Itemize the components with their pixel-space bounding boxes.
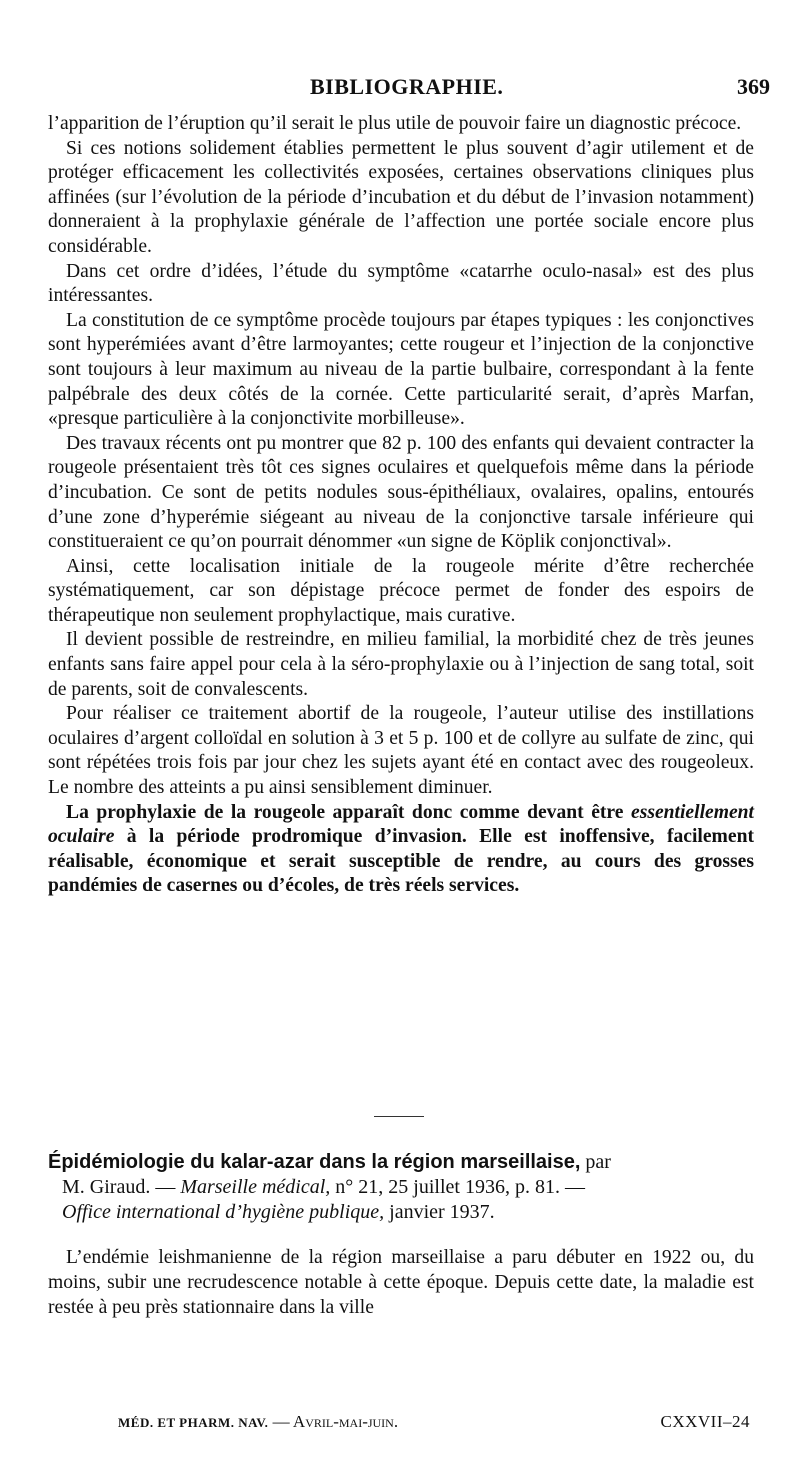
paragraph: Ainsi, cette localisation initiale de la rougeole mérite d’être recherchée systématiquement, car son dépistage précoce permet de fonder des espoirs de thérapeutique non seulement prophylactique, mais curative. <box>48 555 754 626</box>
paragraph: L’endémie leishmanienne de la région marseillaise a paru débuter en 1922 ou, du moins, subir une recrudescence notable à cette époque. Depuis cette date, la maladie est restée à peu près stationnaire dans la ville <box>48 1247 754 1318</box>
paragraph: La constitution de ce symptôme procède toujours par étapes typiques : les conjonctives sont hyperémiées avant d’être larmoyantes; cette rougeur et l’injection de la conjonctive sont toujours à leur maximum au niveau de la partie bulbaire, correspondant à la fente palpébrale des deux côtés de la cornée. Cette particularité serait, d’après Marfan, «presque particulière à la conjonctivite morbilleuse». <box>48 309 754 430</box>
concluding-paragraph <box>48 801 754 899</box>
review-source-date: janvier 1937. <box>384 1201 495 1223</box>
footer-signature: CXXVII–24 <box>660 1412 750 1431</box>
footer-journal-name: MÉD. ET PHARM. NAV. <box>118 1415 269 1430</box>
emphasis-text: essentiellement oculaire <box>48 801 754 848</box>
page-footer <box>118 1412 758 1440</box>
review-title-suffix: par <box>580 1151 611 1173</box>
review-source: Office international d’hygiène publique, <box>62 1201 385 1223</box>
review-heading <box>48 1150 754 1225</box>
review-text <box>48 1245 754 1320</box>
paragraph: Il devient possible de restreindre, en milieu familial, la morbidité chez de très jeunes enfants sans faire appel pour cela à la séro-prophylaxie ou à l’injection de sang total, soit de parents, soit de convalescents. <box>48 629 754 700</box>
review-author: M. Giraud. <box>62 1176 151 1198</box>
footer-journal <box>118 1412 398 1432</box>
paragraph: Si ces notions solidement établies permettent le plus souvent d’agir utilement et de protéger efficacement les collectivités exposées, certaines observations cliniques plus affinées (sur l’évolution de la période d’incubation et du début de l’invasion notamment) donneraient à la prophylaxie générale de l’affection une portée sociale encore plus considérable. <box>48 137 754 257</box>
dash: — <box>150 1176 181 1198</box>
review-title: Épidémiologie du kalar-azar dans la région marseillaise, <box>48 1151 581 1173</box>
paragraph: l’apparition de l’éruption qu’il serait le plus utile de pouvoir faire un diagnostic précoce. <box>48 113 742 134</box>
review-journal: Marseille médical, <box>180 1176 331 1198</box>
running-title: BIBLIOGRAPHIE. <box>310 74 504 99</box>
footer-issue: — Avril-mai-juin. <box>268 1412 399 1431</box>
section-divider <box>374 1116 424 1117</box>
paragraph: Pour réaliser ce traitement abortif de la rougeole, l’auteur utilise des instillations oculaires d’argent colloïdal en solution à 3 et 5 p. 100 et de collyre au sulfate de zinc, qui sont répétées trois fois par jour chez les sujets ayant été en contact avec des rougeoleux. Le nombre des atteints a pu ainsi sensiblement diminuer. <box>48 703 754 799</box>
paragraph: Dans cet ordre d’idées, l’étude du symptôme «catarrhe oculo-nasal» est des plus intéressantes. <box>48 260 754 307</box>
concluding-text-end: à la période prodromique d’invasion. Elle est inoffensive, facilement réalisable, économique et serait susceptible de rendre, au cours des grosses pandémies de casernes ou d’écoles, de très réels services. <box>48 826 754 897</box>
review-source-line <box>48 1200 754 1225</box>
concluding-text: La prophylaxie de la rougeole apparaît donc comme devant être <box>66 801 631 823</box>
paragraph: Des travaux récents ont pu montrer que 82 p. 100 des enfants qui devaient contracter la rougeole présentaient très tôt ces signes oculaires et quelquefois même dans la période d’incubation. Ce sont de petits nodules sous-épithéliaux, ovalaires, opalins, entourés d’une zone d’hyperémie siégeant au niveau de la conjonctive tarsale inférieure qui constitueraient ce qu’on pourrait dénommer «un signe de Köplik conjonctival». <box>48 432 754 553</box>
page-header <box>48 70 770 104</box>
review-body <box>48 112 754 899</box>
review-title-line <box>48 1150 754 1175</box>
page-number: 369 <box>737 74 770 99</box>
review-citation-line <box>48 1175 754 1200</box>
review-citation: n° 21, 25 juillet 1936, p. 81. — <box>330 1176 585 1198</box>
